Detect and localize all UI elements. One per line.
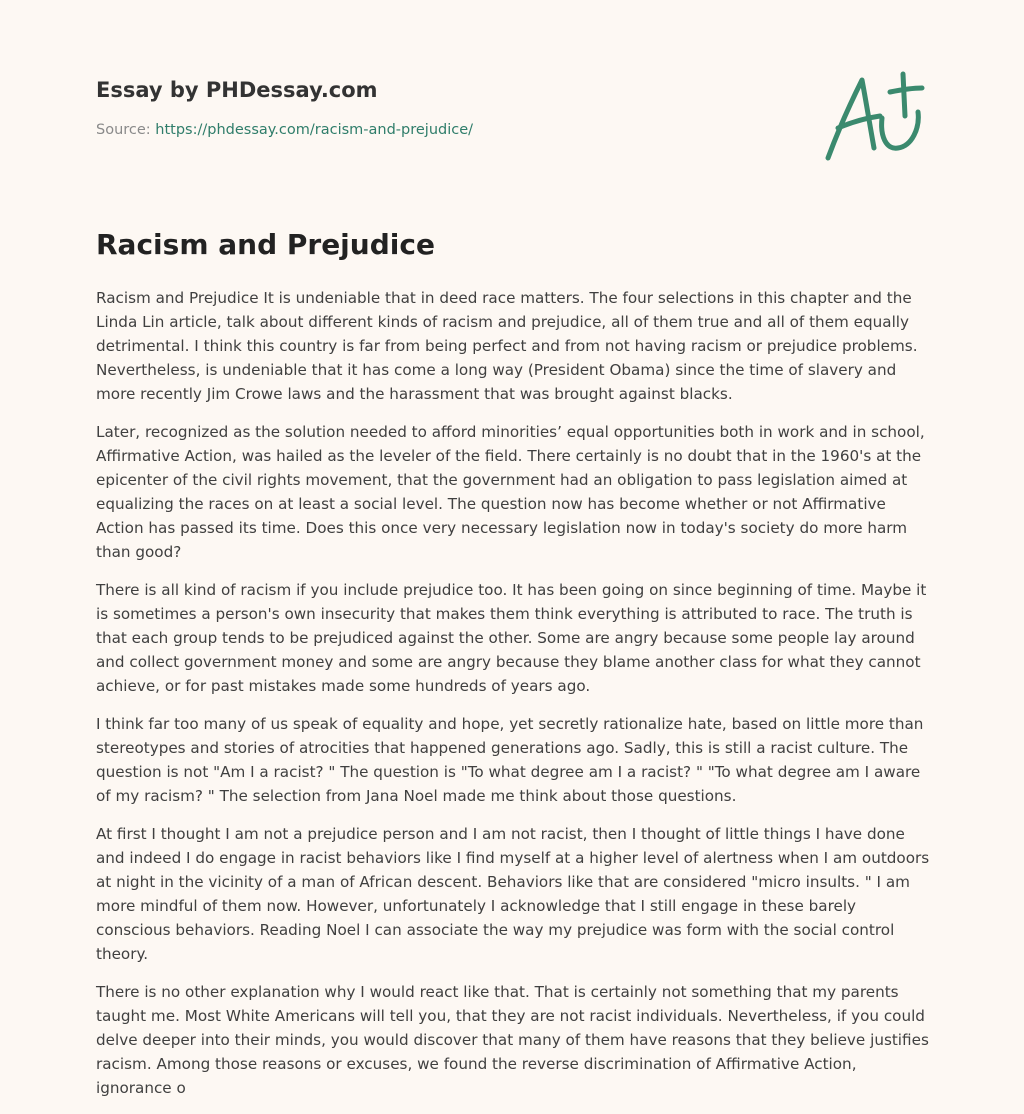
- site-title: Essay by PHDessay.com: [96, 78, 378, 102]
- essay-paragraph: Later, recognized as the solution needed to afford minorities’ equal opportunities both in work and in school, Affirmative Action, was hailed as the leveler of the field. There certainly is no doubt that in the 1960's at the epicenter of the civil rights movement, that the government had an obligation to pass legislation aimed at equalizing the races on at least a social level. The question now has become whether or not Affirmative Action has passed its time. Does this once very necessary legislation now in today's society do more harm than good?: [96, 423, 925, 561]
- essay-body: [96, 286, 932, 1114]
- essay-paragraph: I think far too many of us speak of equality and hope, yet secretly rationalize hate, based on little more than stereotypes and stories of atrocities that happened generations ago. Sadly, this is still a racist culture. The question is not "Am I a racist? " The question is "To what degree am I a racist? " "To what degree am I aware of my racism? " The selection from Jana Noel made me think about those questions.: [96, 715, 924, 805]
- essay-paragraph: Racism and Prejudice It is undeniable that in deed race matters. The four selections in this chapter and the Linda Lin article, talk about different kinds of racism and prejudice, all of them true and all of them equally detrimental. I think this country is far from being perfect and from not having racism or prejudice problems. Nevertheless, is undeniable that it has come a long way (President Obama) since the time of slavery and more recently Jim Crowe laws and the harassment that was brought against blacks.: [96, 289, 918, 403]
- source-label: Source:: [96, 122, 156, 138]
- page-header: [96, 76, 796, 140]
- a-plus-logo-icon: [820, 66, 930, 166]
- source-line: [96, 120, 796, 140]
- source-link[interactable]: https://phdessay.com/racism-and-prejudice/: [155, 122, 474, 138]
- essay-paragraph: There is all kind of racism if you include prejudice too. It has been going on since beginning of time. Maybe it is sometimes a person's own insecurity that makes them think everything is attributed to race. The truth is that each group tends to be prejudiced against the other. Some are angry because some people lay around and collect government money and some are angry because they blame another class for what they cannot achieve, or for past mistakes made some hundreds of years ago.: [96, 581, 927, 695]
- essay-paragraph: There is no other explanation why I would react like that. That is certainly not something that my parents taught me. Most White Americans will tell you, that they are not racist individuals. Nevertheless, if you could delve deeper into their minds, you would discover that many of them have reasons that they believe justifies racism. Among those reasons or excuses, we found the reverse discrimination of Affirmative Action, ignorance o: [96, 983, 929, 1097]
- essay-title: Racism and Prejudice: [96, 228, 435, 261]
- essay-paragraph: At first I thought I am not a prejudice person and I am not racist, then I thought of little things I have done and indeed I do engage in racist behaviors like I find myself at a higher level of alertness when I am outdoors at night in the vicinity of a man of African descent. Behaviors like that are considered "micro insults. " I am more mindful of them now. However, unfortunately I acknowledge that I still engage in these barely conscious behaviors. Reading Noel I can associate the way my prejudice was form with the social control theory.: [96, 825, 930, 963]
